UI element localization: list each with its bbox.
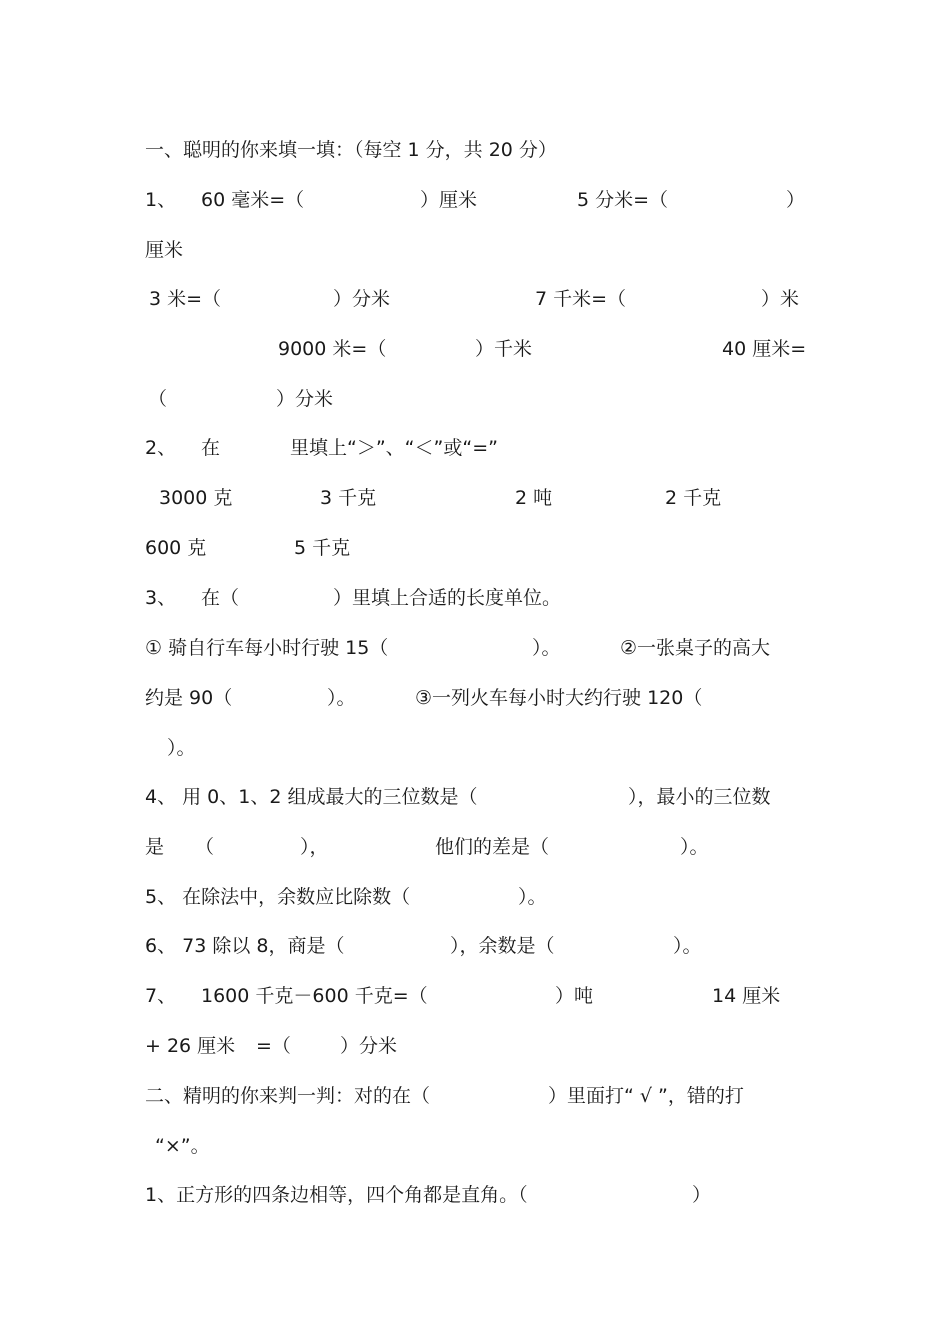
q3-line4 — [0, 733, 950, 763]
q4-a-text: 4、 用 0、1、2 组成最大的三位数是（ — [145, 786, 478, 808]
q7-line2 — [0, 1031, 950, 1061]
q4-b-close: ）， — [300, 836, 329, 858]
q2-item-5: 600 克 — [145, 537, 207, 559]
q4-b-open: （ — [195, 836, 215, 858]
q3-s2-text: ②一张桌子的高大 — [620, 637, 771, 659]
q1-line2 — [0, 235, 950, 265]
q1-f-text: 40 厘米= — [722, 338, 807, 360]
section1-title-line — [0, 135, 950, 165]
q3-instruction: ）里填上合适的长度单位。 — [333, 587, 562, 609]
q2-line3 — [0, 533, 950, 563]
q2-line2 — [0, 483, 950, 513]
q3-s2-cont: 约是 90（ — [145, 687, 233, 709]
q1-f-open: （ — [148, 388, 168, 410]
q1-e-unit: ）千米 — [475, 338, 533, 360]
q6-line — [0, 931, 950, 961]
q3-number: 3、 — [145, 587, 177, 609]
q2-item-1: 3000 克 — [159, 487, 233, 509]
q1-b-close: ） — [786, 189, 806, 211]
section2-title-mid: ）里面打“ √ ”，错的打 — [548, 1085, 744, 1107]
q3-s1-close: ）。 — [532, 637, 561, 659]
s2-q1-close: ） — [692, 1184, 712, 1206]
q1-b-text: 5 分米=（ — [577, 189, 669, 211]
q1-c-text: 3 米=（ — [149, 288, 222, 310]
q7-b-unit: ）分米 — [340, 1035, 398, 1057]
q4-c-text: 他们的差是（ — [435, 836, 550, 858]
q1-f-unit: ）分米 — [276, 388, 334, 410]
q1-line5 — [0, 384, 950, 414]
q7-number: 7、 — [145, 985, 177, 1007]
q7-a-unit: ）吨 — [555, 985, 594, 1007]
q7-b-cont: + 26 厘米 — [145, 1035, 236, 1057]
q2-in: 在 — [201, 437, 221, 459]
q7-a-text: 1600 千克－600 千克=（ — [201, 985, 428, 1007]
q4-a-close: ），最小的三位数 — [628, 786, 771, 808]
q1-line4 — [0, 334, 950, 364]
section2-title-line — [0, 1081, 950, 1111]
q1-d-unit: ）米 — [761, 288, 800, 310]
q4-line2 — [0, 832, 950, 862]
q2-item-3: 2 吨 — [515, 487, 553, 509]
q4-line1 — [0, 782, 950, 812]
q4-c-close: ）。 — [680, 836, 709, 858]
section2-title: 二、精明的你来判一判：对的在（ — [145, 1085, 431, 1107]
q7-b-text: 14 厘米 — [712, 985, 781, 1007]
q3-line2 — [0, 633, 950, 663]
s2-q1-text: 1、正方形的四条边相等，四个角都是直角。（ — [145, 1184, 528, 1206]
q3-open: 在（ — [201, 587, 240, 609]
q2-item-4: 2 千克 — [665, 487, 722, 509]
q7-b-eq: =（ — [256, 1035, 291, 1057]
q3-s1-text: ① 骑自行车每小时行驶 15（ — [145, 637, 389, 659]
q1-c-unit: ）分米 — [333, 288, 391, 310]
q1-line1 — [0, 185, 950, 215]
q3-s2-close: ）。 — [327, 687, 356, 709]
q3-s3-close: ）。 — [167, 737, 196, 759]
q7-line1 — [0, 981, 950, 1011]
q2-instruction: 里填上“＞”、“＜”或“=” — [290, 437, 498, 459]
q6-text: 6、 73 除以 8，商是（ — [145, 935, 345, 957]
q4-b-text: 是 — [145, 836, 165, 858]
q5-line — [0, 882, 950, 912]
q1-d-text: 7 千米=（ — [535, 288, 627, 310]
q2-item-2: 3 千克 — [320, 487, 377, 509]
q1-e-text: 9000 米=（ — [278, 338, 387, 360]
q1-a-unit: ）厘米 — [420, 189, 478, 211]
q2-item-6: 5 千克 — [294, 537, 351, 559]
s2-q1-line — [0, 1180, 950, 1210]
q5-close: ）。 — [518, 886, 547, 908]
section2-title-end: “×”。 — [155, 1135, 210, 1157]
q2-number: 2、 — [145, 437, 177, 459]
q3-line3 — [0, 683, 950, 713]
q6-mid: ），余数是（ — [450, 935, 555, 957]
q3-s3-text: ③一列火车每小时大约行驶 120（ — [415, 687, 703, 709]
section2-title-line2 — [0, 1131, 950, 1161]
q1-number: 1、 — [145, 189, 177, 211]
q5-text: 5、 在除法中，余数应比除数（ — [145, 886, 411, 908]
q1-b-unit: 厘米 — [145, 239, 184, 261]
q1-line3 — [0, 284, 950, 314]
section1-title: 一、聪明的你来填一填：（每空 1 分，共 20 分） — [145, 139, 557, 161]
q6-close: ）。 — [673, 935, 702, 957]
q2-line1 — [0, 433, 950, 463]
q1-a-text: 60 毫米=（ — [201, 189, 305, 211]
q3-line1 — [0, 583, 950, 613]
